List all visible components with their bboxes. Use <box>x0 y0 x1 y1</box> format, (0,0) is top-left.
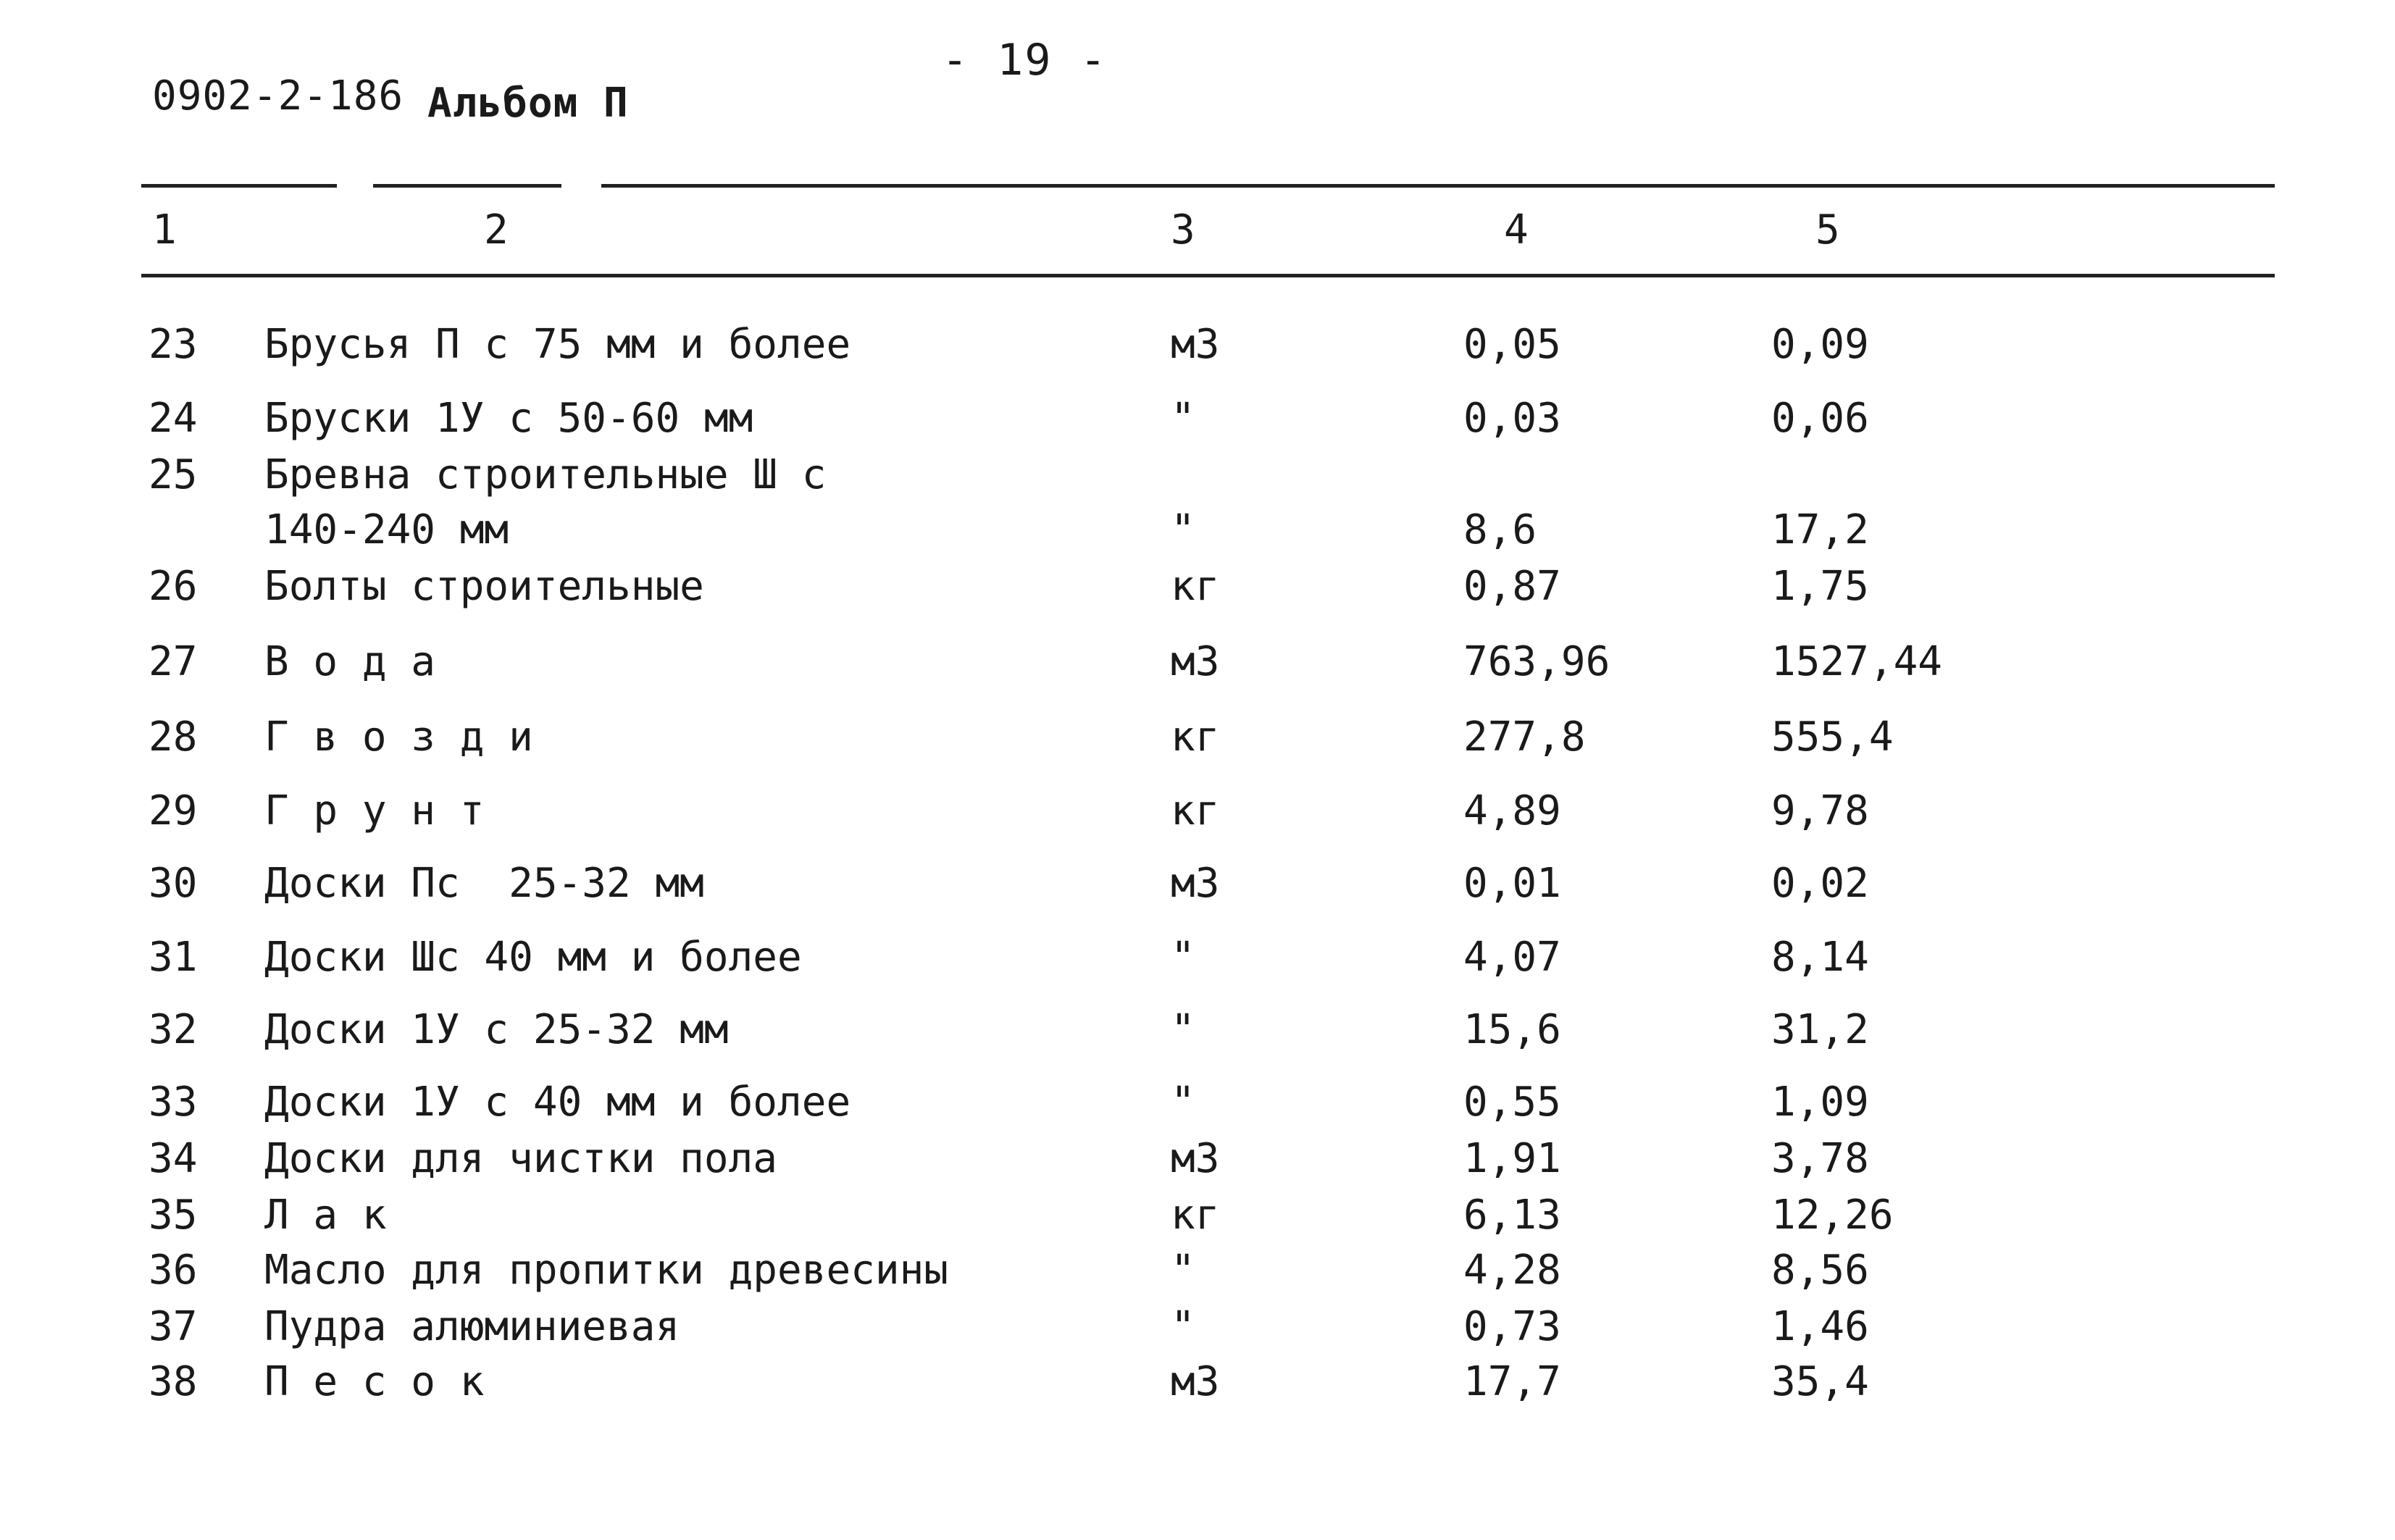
row-number: 34 <box>149 1135 198 1182</box>
quantity-col5: 31,2 <box>1771 1006 1869 1053</box>
quantity-col5: 17,2 <box>1771 506 1869 553</box>
quantity-col5: 0,02 <box>1771 860 1869 907</box>
unit: " <box>1171 1303 1195 1350</box>
unit: м3 <box>1171 321 1220 368</box>
material-name: Брусья П с 75 мм и более <box>264 321 851 368</box>
material-name: Доски Шс 40 мм и более <box>264 934 802 981</box>
table-top-rule <box>141 184 2275 188</box>
column-header-3: 3 <box>1171 206 1195 254</box>
material-name: Г в о з д и <box>264 713 533 761</box>
table-row <box>0 635 2395 690</box>
column-header-2: 2 <box>484 206 509 254</box>
quantity-col4: 0,73 <box>1463 1303 1561 1350</box>
quantity-col5: 9,78 <box>1771 787 1869 834</box>
quantity-col5: 1,75 <box>1771 563 1869 610</box>
unit: " <box>1171 1079 1195 1126</box>
table-row <box>0 503 2395 558</box>
unit: кг <box>1171 563 1220 610</box>
row-number: 30 <box>149 860 198 907</box>
unit: " <box>1171 395 1195 442</box>
material-name: Доски Пс 25-32 мм <box>264 860 704 907</box>
unit: кг <box>1171 713 1220 761</box>
document-code: 0902-2-186 <box>152 72 404 120</box>
material-name: Бревна строительные Ш с <box>264 451 827 498</box>
table-row <box>0 1300 2395 1355</box>
table-row <box>0 856 2395 911</box>
unit: кг <box>1171 787 1220 834</box>
quantity-col5: 555,4 <box>1771 713 1894 761</box>
row-number: 32 <box>149 1006 198 1053</box>
quantity-col4: 6,13 <box>1463 1192 1561 1239</box>
table-row <box>0 317 2395 372</box>
quantity-col5: 1,46 <box>1771 1303 1869 1350</box>
material-name: Г р у н т <box>264 787 485 834</box>
quantity-col4: 17,7 <box>1463 1358 1561 1405</box>
table-row <box>0 1003 2395 1058</box>
row-number: 33 <box>149 1079 198 1126</box>
column-header-1: 1 <box>152 206 177 254</box>
material-name: Доски для чистки пола <box>264 1135 778 1182</box>
table-row <box>0 559 2395 614</box>
material-name: Бруски 1У с 50-60 мм <box>264 395 753 442</box>
quantity-col4: 0,05 <box>1463 321 1561 368</box>
table-row <box>0 1188 2395 1243</box>
table-row <box>0 710 2395 765</box>
album-label: Альбом П <box>427 80 629 127</box>
quantity-col5: 0,09 <box>1771 321 1869 368</box>
quantity-col4: 4,28 <box>1463 1247 1561 1294</box>
quantity-col4: 4,07 <box>1463 934 1561 981</box>
row-number: 29 <box>149 787 198 834</box>
quantity-col4: 763,96 <box>1463 638 1610 685</box>
row-number: 27 <box>149 638 198 685</box>
row-number: 38 <box>149 1358 198 1405</box>
material-name: Болты строительные <box>264 563 704 610</box>
row-number: 26 <box>149 563 198 610</box>
quantity-col4: 4,89 <box>1463 787 1561 834</box>
quantity-col4: 1,91 <box>1463 1135 1561 1182</box>
unit: " <box>1171 934 1195 981</box>
quantity-col5: 8,56 <box>1771 1247 1869 1294</box>
table-row <box>0 784 2395 839</box>
quantity-col5: 12,26 <box>1771 1192 1894 1239</box>
quantity-col4: 277,8 <box>1463 713 1586 761</box>
quantity-col4: 0,87 <box>1463 563 1561 610</box>
table-row <box>0 448 2395 503</box>
quantity-col4: 0,03 <box>1463 395 1561 442</box>
row-number: 25 <box>149 451 198 498</box>
quantity-col5: 3,78 <box>1771 1135 1869 1182</box>
row-number: 31 <box>149 934 198 981</box>
quantity-col5: 1527,44 <box>1771 638 1943 685</box>
table-row <box>0 930 2395 985</box>
material-name: Доски 1У с 25-32 мм <box>264 1006 729 1053</box>
page-number: - 19 - <box>942 35 1108 85</box>
unit: м3 <box>1171 860 1220 907</box>
row-number: 28 <box>149 713 198 761</box>
quantity-col5: 35,4 <box>1771 1358 1869 1405</box>
quantity-col4: 15,6 <box>1463 1006 1561 1053</box>
unit: м3 <box>1171 1358 1220 1405</box>
material-name: Л а к <box>264 1192 387 1239</box>
column-header-4: 4 <box>1504 206 1529 254</box>
unit: м3 <box>1171 1135 1220 1182</box>
row-number: 23 <box>149 321 198 368</box>
table-row <box>0 391 2395 446</box>
quantity-col5: 0,06 <box>1771 395 1869 442</box>
row-number: 24 <box>149 395 198 442</box>
unit: кг <box>1171 1192 1220 1239</box>
table-row <box>0 1355 2395 1410</box>
unit: м3 <box>1171 638 1220 685</box>
material-name: Доски 1У с 40 мм и более <box>264 1079 851 1126</box>
unit: " <box>1171 506 1195 553</box>
material-name: 140-240 мм <box>264 506 509 553</box>
unit: " <box>1171 1006 1195 1053</box>
table-row <box>0 1131 2395 1187</box>
material-name: Пудра алюминиевая <box>264 1303 680 1350</box>
quantity-col4: 8,6 <box>1463 506 1537 553</box>
quantity-col4: 0,55 <box>1463 1079 1561 1126</box>
table-header-rule <box>141 274 2275 277</box>
unit: " <box>1171 1247 1195 1294</box>
row-number: 35 <box>149 1192 198 1239</box>
material-name: Масло для пропитки древесины <box>264 1247 949 1294</box>
column-header-5: 5 <box>1815 206 1840 254</box>
material-name: В о д а <box>264 638 436 685</box>
row-number: 37 <box>149 1303 198 1350</box>
quantity-col5: 8,14 <box>1771 934 1869 981</box>
material-name: П е с о к <box>264 1358 485 1405</box>
quantity-col5: 1,09 <box>1771 1079 1869 1126</box>
table-row <box>0 1075 2395 1130</box>
table-row <box>0 1243 2395 1298</box>
quantity-col4: 0,01 <box>1463 860 1561 907</box>
row-number: 36 <box>149 1247 198 1294</box>
